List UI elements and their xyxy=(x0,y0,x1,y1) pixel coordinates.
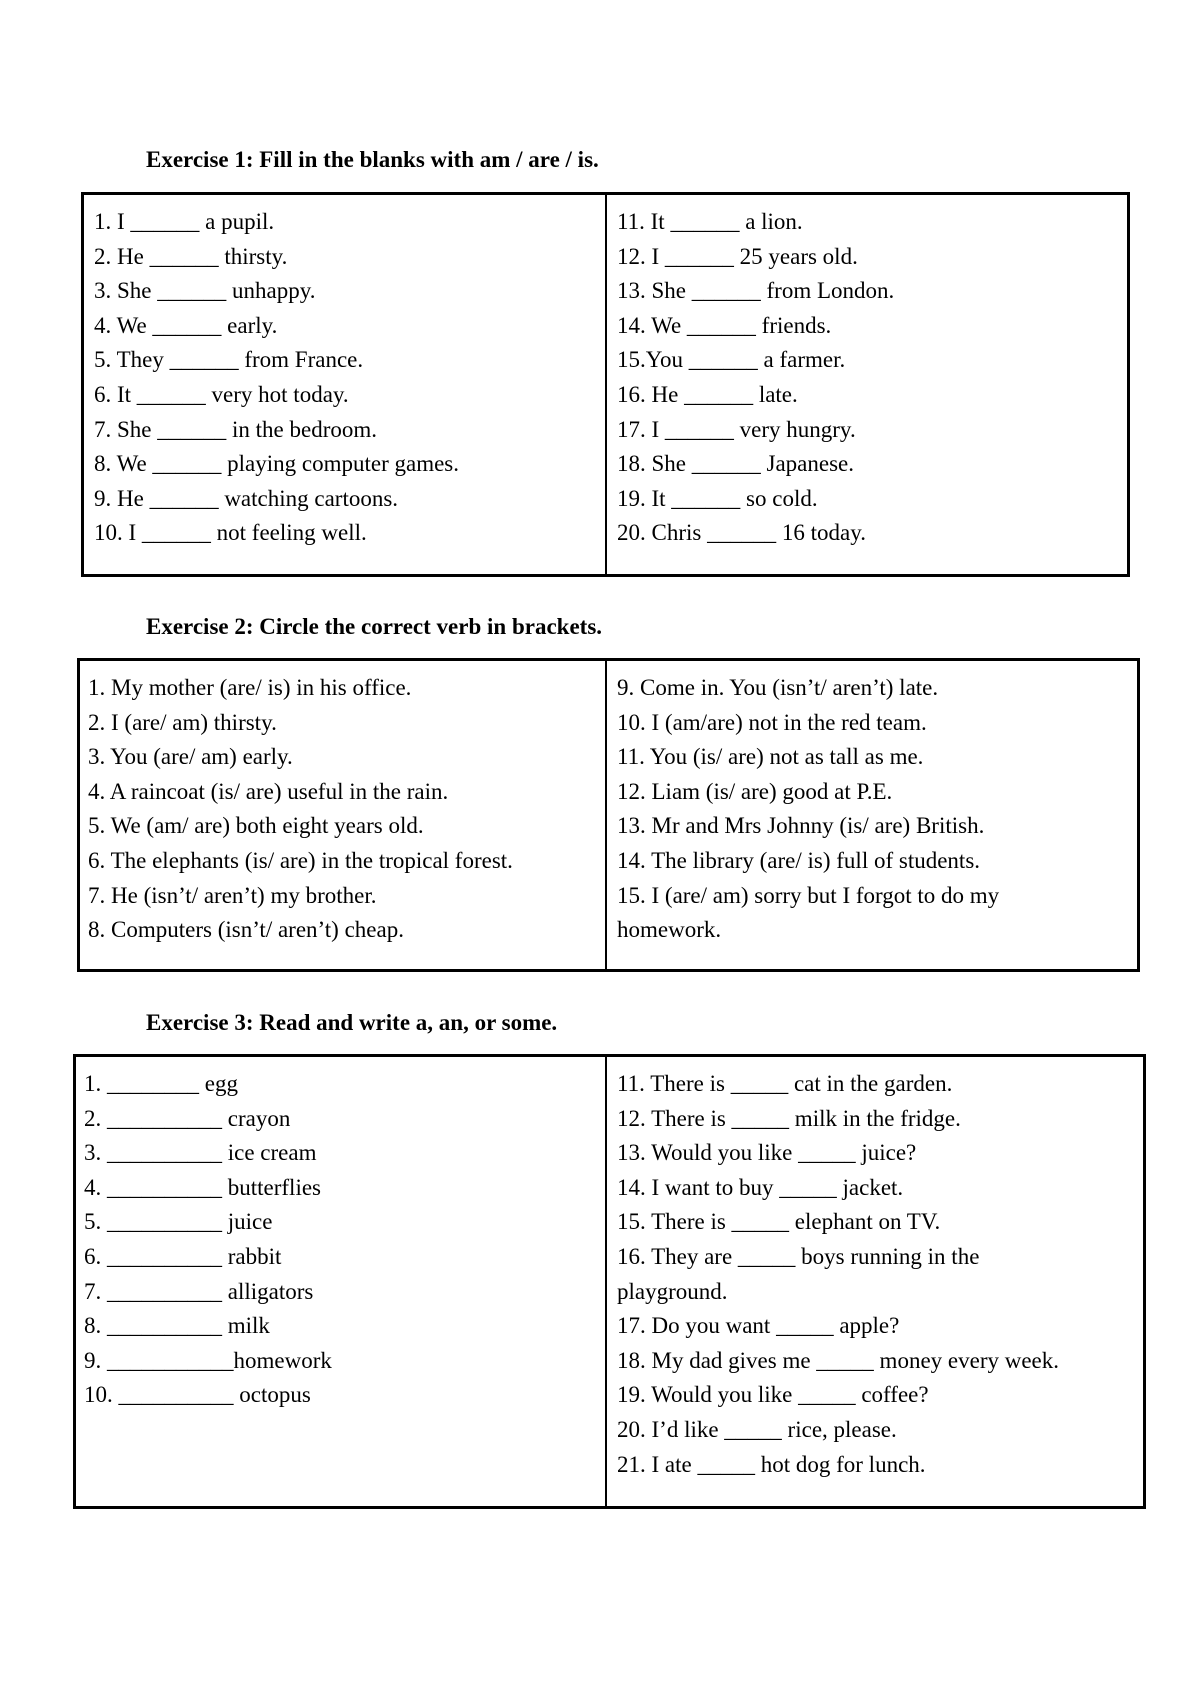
exercise-item: 10. I (am/are) not in the red team. xyxy=(617,709,927,735)
exercise-item: 3. She ______ unhappy. xyxy=(94,278,316,304)
exercise-item: 1. ________ egg xyxy=(84,1071,238,1096)
exercise-item: 7. He (isn’t/ aren’t) my brother. xyxy=(88,882,377,908)
exercise-item: 12. I ______ 25 years old. xyxy=(617,243,858,269)
exercise-item: playground. xyxy=(617,1278,728,1304)
exercise-item: 1. My mother (are/ is) in his office. xyxy=(88,675,412,700)
exercise-item: 12. There is _____ milk in the fridge. xyxy=(617,1105,961,1131)
exercise-3-right-column xyxy=(607,1057,1143,1506)
exercise-item: 18. She ______ Japanese. xyxy=(617,451,854,477)
exercise-item: 3. __________ ice cream xyxy=(84,1140,317,1166)
exercise-item: 15.You ______ a farmer. xyxy=(617,347,846,373)
exercise-3-table xyxy=(73,1054,1146,1509)
exercise-item: 6. It ______ very hot today. xyxy=(94,381,349,407)
exercise-item: 8. Computers (isn’t/ aren’t) cheap. xyxy=(88,917,404,943)
exercise-item: 9. He ______ watching cartoons. xyxy=(94,485,399,511)
exercise-1-heading: Exercise 1: Fill in the blanks with am / are / is. xyxy=(146,147,599,172)
exercise-item: 21. I ate _____ hot dog for lunch. xyxy=(617,1451,926,1477)
exercise-item: 11. There is _____ cat in the garden. xyxy=(617,1071,953,1096)
exercise-item: 17. Do you want _____ apple? xyxy=(617,1313,900,1339)
exercise-item: 5. They ______ from France. xyxy=(94,347,364,373)
exercise-item: 14. We ______ friends. xyxy=(617,312,832,338)
exercise-item: 18. My dad gives me _____ money every week. xyxy=(617,1347,1060,1373)
exercise-item: 12. Liam (is/ are) good at P.E. xyxy=(617,778,893,804)
exercise-item: 13. Mr and Mrs Johnny (is/ are) British. xyxy=(617,813,985,839)
exercise-item: 16. He ______ late. xyxy=(617,381,798,407)
exercise-item: 5. We (am/ are) both eight years old. xyxy=(88,813,424,839)
exercise-item: 19. Would you like _____ coffee? xyxy=(617,1382,929,1408)
exercise-item: 20. I’d like _____ rice, please. xyxy=(617,1416,897,1442)
exercise-item: 10. I ______ not feeling well. xyxy=(94,520,367,546)
exercise-item: 4. We ______ early. xyxy=(94,312,278,338)
exercise-item: 9. Come in. You (isn’t/ aren’t) late. xyxy=(617,675,939,700)
exercise-item: 7. __________ alligators xyxy=(84,1278,314,1304)
exercise-3-heading: Exercise 3: Read and write a, an, or some. xyxy=(146,1010,558,1035)
exercise-item: 2. He ______ thirsty. xyxy=(94,243,288,269)
exercise-item: 5. __________ juice xyxy=(84,1209,273,1235)
exercise-1-left-column xyxy=(84,195,607,574)
exercise-item: 10. __________ octopus xyxy=(84,1382,311,1408)
exercise-item: 6. __________ rabbit xyxy=(84,1243,282,1269)
exercise-item: 15. I (are/ am) sorry but I forgot to do my xyxy=(617,882,1000,908)
exercise-item: 14. I want to buy _____ jacket. xyxy=(617,1174,904,1200)
exercise-item: 4. __________ butterflies xyxy=(84,1174,321,1200)
exercise-item: 19. It ______ so cold. xyxy=(617,485,818,511)
exercise-item: 2. __________ crayon xyxy=(84,1105,291,1131)
exercise-item: 14. The library (are/ is) full of students. xyxy=(617,847,981,873)
exercise-item: 13. She ______ from London. xyxy=(617,278,895,304)
exercise-item: 3. You (are/ am) early. xyxy=(88,744,293,770)
exercise-3-left-column xyxy=(76,1057,607,1506)
exercise-item: 16. They are _____ boys running in the xyxy=(617,1243,980,1269)
exercise-item: 20. Chris ______ 16 today. xyxy=(617,520,866,546)
exercise-1-right-column xyxy=(607,195,1127,574)
exercise-item: 15. There is _____ elephant on TV. xyxy=(617,1209,941,1235)
exercise-item: 9. ___________homework xyxy=(84,1347,332,1373)
exercise-2-right-column xyxy=(607,661,1137,969)
exercise-item: 11. It ______ a lion. xyxy=(617,209,803,234)
exercise-2-left-column xyxy=(80,661,607,969)
exercise-2-table xyxy=(77,658,1140,972)
exercise-item: 7. She ______ in the bedroom. xyxy=(94,416,377,442)
exercise-item: 1. I ______ a pupil. xyxy=(94,209,275,234)
exercise-item: 8. __________ milk xyxy=(84,1313,270,1339)
exercise-item: 17. I ______ very hungry. xyxy=(617,416,856,442)
exercise-item: 6. The elephants (is/ are) in the tropical forest. xyxy=(88,847,513,873)
exercise-item: 13. Would you like _____ juice? xyxy=(617,1140,917,1166)
exercise-1-table xyxy=(81,192,1130,577)
exercise-item: 8. We ______ playing computer games. xyxy=(94,451,460,477)
exercise-2-heading: Exercise 2: Circle the correct verb in brackets. xyxy=(146,614,603,639)
exercise-item: 11. You (is/ are) not as tall as me. xyxy=(617,744,924,770)
exercise-item: 2. I (are/ am) thirsty. xyxy=(88,709,277,735)
exercise-item: 4. A raincoat (is/ are) useful in the rain. xyxy=(88,778,449,804)
exercise-item: homework. xyxy=(617,917,722,943)
